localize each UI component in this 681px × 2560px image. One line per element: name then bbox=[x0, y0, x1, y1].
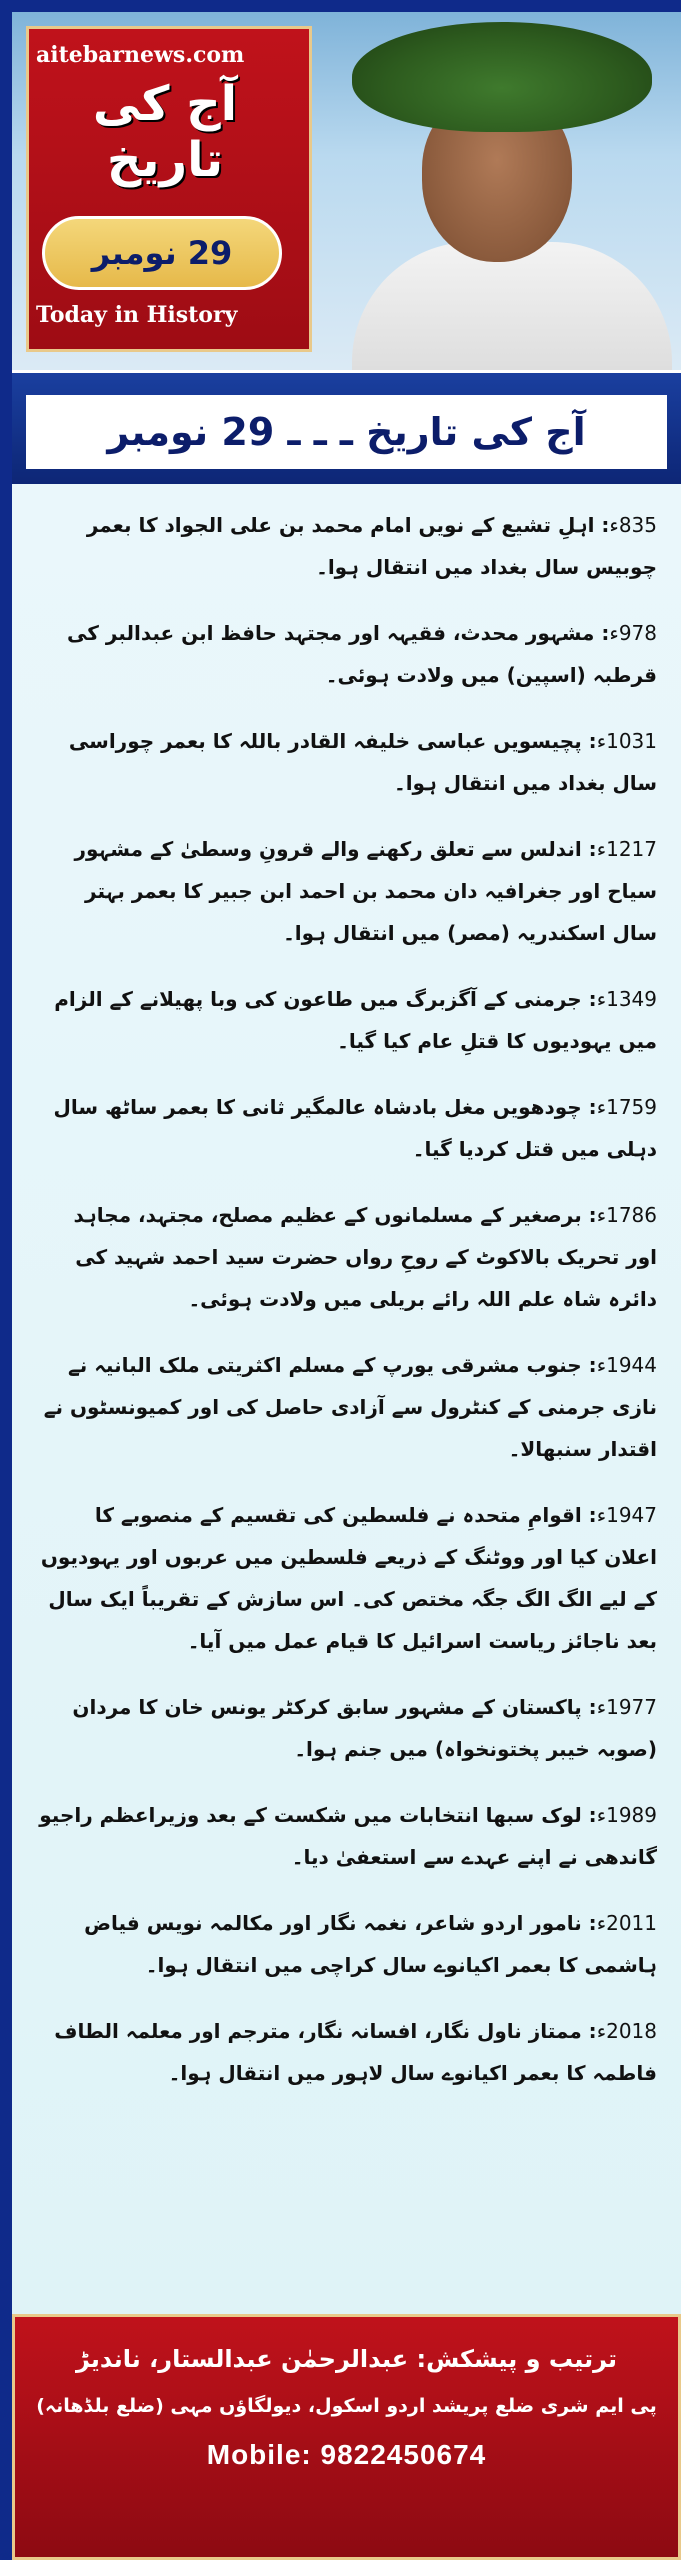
entry-year: 1759ء bbox=[596, 1095, 657, 1119]
entry-text: چودھویں مغل بادشاہ عالمگیر ثانی کا بعمر ساٹھ سال دہلی میں قتل کردیا گیا۔ bbox=[53, 1095, 657, 1161]
page-title: آج کی تاریخ ـ ـ ـ 29 نومبر bbox=[26, 395, 667, 469]
portrait-hat bbox=[352, 22, 652, 132]
list-item: 1031ء: پچیسویں عباسی خلیفہ القادر باللہ کا بعمر چوراسی سال بغداد میں انتقال ہوا۔ bbox=[68, 729, 657, 795]
entry-year: 1349ء bbox=[596, 987, 657, 1011]
entry-text: مشہور محدث، فقیہہ اور مجتہد حافظ ابن عبدالبر کی قرطبہ (اسپین) میں ولادت ہوئی۔ bbox=[67, 621, 657, 687]
entry-text: ممتاز ناول نگار، افسانہ نگار، مترجم اور معلمہ الطاف فاطمہ کا بعمر اکیانوے سال لاہور میں انتقال ہوا۔ bbox=[54, 2019, 657, 2085]
entry-text: اندلس سے تعلق رکھنے والے قرونِ وسطیٰ کے مشہور سیاح اور جغرافیہ دان محمد بن احمد ابن جبیر کا بعمر بہتر سال اسکندریہ (مصر) میں انتقال ہوا۔ bbox=[74, 837, 657, 945]
header-title: آج کی تاریخ bbox=[92, 76, 238, 188]
list-item: 1786ء: برصغیر کے مسلمانوں کے عظیم مصلح، مجتہد، مجاہد اور تحریک بالاکوٹ کے روحِ رواں حضرت سید احمد شہید کی دائرہ شاہ علم اللہ رائے بریلی میں ولادت ہوئی۔ bbox=[73, 1203, 657, 1311]
entry-year: 1031ء bbox=[596, 729, 657, 753]
list-item: 1944ء: جنوب مشرقی یورپ کے مسلم اکثریتی ملک البانیہ نے نازی جرمنی کے کنٹرول سے آزادی حاصل کی اور کمیونسٹوں نے اقتدار سنبھالا۔ bbox=[43, 1353, 657, 1461]
list-item: 1217ء: اندلس سے تعلق رکھنے والے قرونِ وسطیٰ کے مشہور سیاح اور جغرافیہ دان محمد بن احمد ابن جبیر کا بعمر بہتر سال اسکندریہ (مصر) میں انتقال ہوا۔ bbox=[74, 837, 657, 945]
entry-text: پچیسویں عباسی خلیفہ القادر باللہ کا بعمر چوراسی سال بغداد میں انتقال ہوا۔ bbox=[68, 729, 657, 795]
footer-school-line: پی ایم شری ضلع پریشد اردو اسکول، دیولگاؤں مہی (ضلع بلڈھانہ) bbox=[36, 2395, 657, 2417]
today-in-history-label: Today in History bbox=[36, 302, 238, 328]
entry-text: اہلِ تشیع کے نویں امام محمد بن علی الجواد کا بعمر چوبیس سال بغداد میں انتقال ہوا۔ bbox=[86, 513, 657, 579]
date-pill: 29 نومبر bbox=[42, 216, 282, 290]
list-item: 1977ء: پاکستان کے مشہور سابق کرکٹر یونس خان کا مردان (صوبہ خیبر پختونخواہ) میں جنم ہوا۔ bbox=[72, 1695, 657, 1761]
entries-list bbox=[12, 484, 681, 2314]
entry-year: 835ء bbox=[609, 513, 657, 537]
entry-year: 1947ء bbox=[596, 1503, 657, 1527]
list-item: 1947ء: اقوامِ متحدہ نے فلسطین کی تقسیم کے منصوبے کا اعلان کیا اور ووٹنگ کے ذریعے فلسطین میں عربوں اور یہودیوں کے لیے الگ الگ جگہ مختص کی۔ اس سازش کے تقریباً ایک سال بعد ناجائز ریاست اسرائیل کا قیام عمل میں آیا۔ bbox=[40, 1503, 657, 1653]
entry-text: جرمنی کے آگزبرگ میں طاعون کی وبا پھیلانے کے الزام میں یہودیوں کا قتلِ عام کیا گیا۔ bbox=[54, 987, 657, 1053]
footer-credits bbox=[12, 2314, 681, 2560]
entry-text: نامور اردو شاعر، نغمہ نگار اور مکالمہ نویس فیاض ہاشمی کا بعمر اکیانوے سال کراچی میں انتقال ہوا۔ bbox=[84, 1911, 657, 1977]
entry-text: برصغیر کے مسلمانوں کے عظیم مصلح، مجتہد، مجاہد اور تحریک بالاکوٹ کے روحِ رواں حضرت سید احمد شہید کی دائرہ شاہ علم اللہ رائے بریلی میں ولادت ہوئی۔ bbox=[73, 1203, 657, 1311]
list-item: 2011ء: نامور اردو شاعر، نغمہ نگار اور مکالمہ نویس فیاض ہاشمی کا بعمر اکیانوے سال کراچی میں انتقال ہوا۔ bbox=[84, 1911, 657, 1977]
list-item: 1989ء: لوک سبھا انتخابات میں شکست کے بعد وزیراعظم راجیو گاندھی نے اپنے عہدے سے استعفیٰ دیا۔ bbox=[39, 1803, 657, 1869]
entry-text: جنوب مشرقی یورپ کے مسلم اکثریتی ملک البانیہ نے نازی جرمنی کے کنٹرول سے آزادی حاصل کی اور کمیونسٹوں نے اقتدار سنبھالا۔ bbox=[43, 1353, 657, 1461]
portrait-image bbox=[312, 12, 681, 370]
entry-year: 2018ء bbox=[596, 2019, 657, 2043]
list-item: 835ء: اہلِ تشیع کے نویں امام محمد بن علی الجواد کا بعمر چوبیس سال بغداد میں انتقال ہوا۔ bbox=[86, 513, 657, 579]
portrait-shirt bbox=[352, 242, 672, 370]
header-banner bbox=[12, 12, 681, 370]
list-item: 1349ء: جرمنی کے آگزبرگ میں طاعون کی وبا پھیلانے کے الزام میں یہودیوں کا قتلِ عام کیا گیا۔ bbox=[54, 987, 657, 1053]
entry-year: 1217ء bbox=[596, 837, 657, 861]
entry-year: 1989ء bbox=[596, 1803, 657, 1827]
entry-text: اقوامِ متحدہ نے فلسطین کی تقسیم کے منصوبے کا اعلان کیا اور ووٹنگ کے ذریعے فلسطین میں عربوں اور یہودیوں کے لیے الگ الگ جگہ مختص کی۔ اس سازش کے تقریباً ایک سال بعد ناجائز ریاست اسرائیل کا قیام عمل میں آیا۔ bbox=[40, 1503, 657, 1653]
entry-year: 978ء bbox=[609, 621, 657, 645]
entry-year: 1786ء bbox=[596, 1203, 657, 1227]
entry-text: لوک سبھا انتخابات میں شکست کے بعد وزیراعظم راجیو گاندھی نے اپنے عہدے سے استعفیٰ دیا۔ bbox=[39, 1803, 657, 1869]
site-url: aitebarnews.com bbox=[36, 42, 245, 68]
list-item: 1759ء: چودھویں مغل بادشاہ عالمگیر ثانی کا بعمر ساٹھ سال دہلی میں قتل کردیا گیا۔ bbox=[53, 1095, 657, 1161]
entry-year: 2011ء bbox=[596, 1911, 657, 1935]
entry-year: 1944ء bbox=[596, 1353, 657, 1377]
title-bar bbox=[12, 370, 681, 484]
footer-mobile: Mobile: 9822450674 bbox=[206, 2439, 487, 2470]
list-item: 978ء: مشہور محدث، فقیہہ اور مجتہد حافظ ابن عبدالبر کی قرطبہ (اسپین) میں ولادت ہوئی۔ bbox=[67, 621, 657, 687]
list-item: 2018ء: ممتاز ناول نگار، افسانہ نگار، مترجم اور معلمہ الطاف فاطمہ کا بعمر اکیانوے سال لاہور میں انتقال ہوا۔ bbox=[54, 2019, 657, 2085]
entry-year: 1977ء bbox=[596, 1695, 657, 1719]
footer-credit-line: ترتیب و پیشکش: عبدالرحمٰن عبدالستار، ناندیڑ bbox=[75, 2345, 618, 2373]
entry-text: پاکستان کے مشہور سابق کرکٹر یونس خان کا مردان (صوبہ خیبر پختونخواہ) میں جنم ہوا۔ bbox=[72, 1695, 657, 1761]
